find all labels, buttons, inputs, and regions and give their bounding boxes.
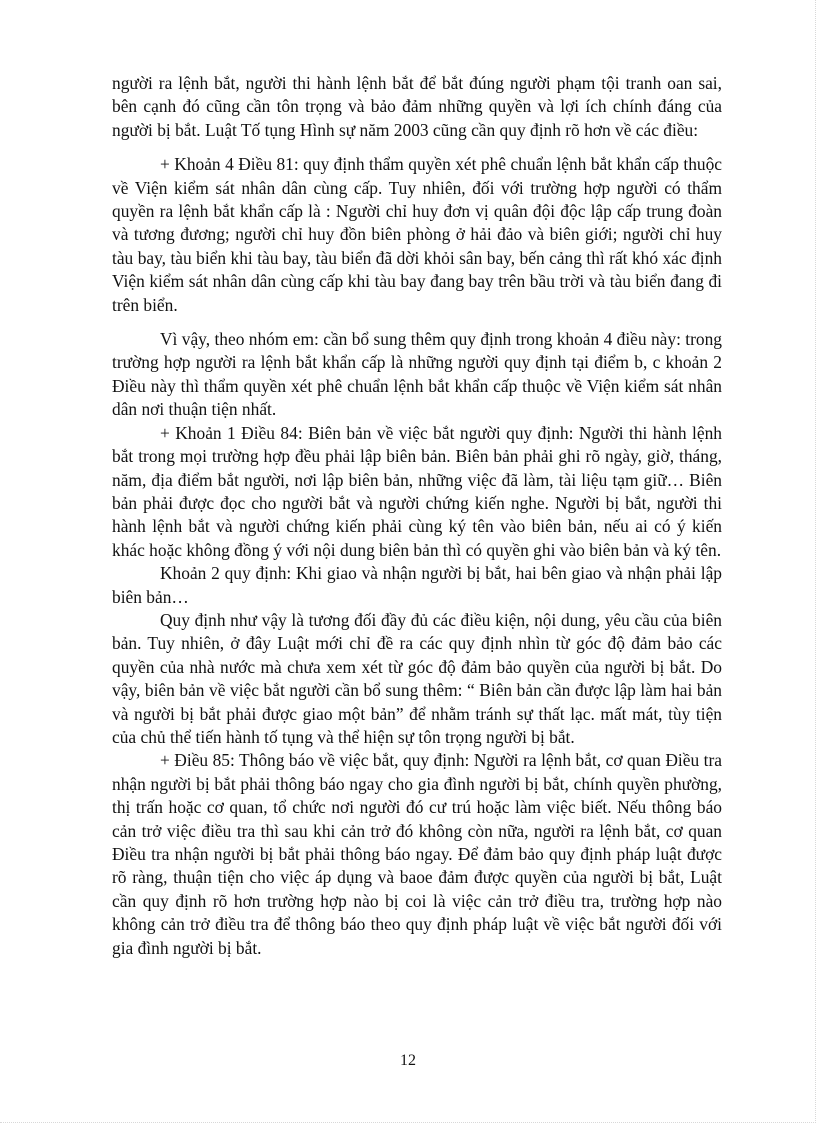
page-number: 12 <box>400 1052 416 1069</box>
paragraph-clause-2: Khoản 2 quy định: Khi giao và nhận người bị bắt, hai bên giao và nhận phải lập biên bản… <box>112 563 722 607</box>
paragraph-intro: người ra lệnh bắt, người thi hành lệnh bắt để bắt đúng người phạm tội tranh oan sai, bên cạnh đó cũng cần tôn trọng và bảo đảm những quyền và lợi ích chính đáng của người bị bắt. Luật Tố tụng Hình sự năm 2003 cũng cần quy định rõ hơn về các điều: <box>112 73 722 140</box>
body-text <box>112 72 722 960</box>
paragraph-analysis-84: Quy định như vậy là tương đối đầy đủ các điều kiện, nội dung, yêu cầu của biên bản. Tuy nhiên, ở đây Luật mới chỉ đề ra các quy định nhìn từ góc độ đảm bảo các quyền của nhà nước mà chưa xem xét từ góc độ đảm bảo quyền của người bị bắt. Do vậy, biên bản về việc bắt người cần bổ sung thêm: “ Biên bản cần được lập làm hai bản và người bị bắt phải được giao một bản” để nhằm tránh sự thất lạc. mất mát, tùy tiện của chủ thể tiến hành tố tụng và thể hiện sự tôn trọng người bị bắt. <box>112 609 722 747</box>
paragraph-article-84: + Khoản 1 Điều 84: Biên bản về việc bắt người quy định: Người thi hành lệnh bắt trong mọi trường hợp đều phải lập biên bản. Biên bản phải ghi rõ ngày, giờ, tháng, năm, địa điểm bắt người, nơi lập biên bản, những việc đã làm, tài liệu tạm giữ… Biên bản phải được đọc cho người bắt và người chứng kiến nghe. Người bị bắt, người thi hành lệnh bắt và người chứng kiến phải cùng ký tên vào biên bản, nếu ai có ý kiến khác hoặc không đồng ý với nội dung biên bản thì có quyền ghi vào biên bản và ký tên. <box>112 422 722 560</box>
paragraph-article-81: + Khoản 4 Điều 81: quy định thẩm quyền xét phê chuẩn lệnh bắt khẩn cấp thuộc về Viện kiểm sát nhân dân cùng cấp. Tuy nhiên, đối với trường hợp người có thẩm quyền ra lệnh bắt khẩn cấp là : Người chỉ huy đơn vị quân đội độc lập cấp trung đoàn và tương đương; người chỉ huy đồn biên phòng ở hải đảo và biên giới; người chỉ huy tàu bay, tàu biển khi tàu bay, tàu biển đã dời khỏi sân bay, bến cảng thì rất khó xác định Viện kiểm sát nhân dân cùng cấp khi tàu bay đang bay trên bầu trời và tàu biển đang đi trên biển. <box>112 154 722 315</box>
paragraph-article-85: + Điều 85: Thông báo về việc bắt, quy định: Người ra lệnh bắt, cơ quan Điều tra nhận người bị bắt phải thông báo ngay cho gia đình người bị bắt, chính quyền phường, thị trấn hoặc cơ quan, tổ chức nơi người đó cư trú hoặc làm việc biết. Nếu thông báo cản trở việc điều tra thì sau khi cản trở đó không còn nữa, người ra lệnh bắt, cơ quan Điều tra nhận người bị bắt phải thông báo ngay. Để đảm bảo quy định pháp luật được rõ ràng, thuận tiện cho việc áp dụng và baoe đảm được quyền của người bị bắt, Luật cần quy định rõ hơn trường hợp nào bị coi là việc cản trở điều tra, trường hợp nào không cản trở điều tra để thông báo theo quy định pháp luật về việc bắt người đối với gia đình người bị bắt. <box>112 750 722 958</box>
paragraph-proposal-81: Vì vậy, theo nhóm em: cần bổ sung thêm quy định trong khoản 4 điều này: trong trường hợp người ra lệnh bắt khẩn cấp là những người quy định tại điểm b, c khoản 2 Điều này thì thẩm quyền xét phê chuẩn lệnh bắt khẩn cấp thuộc về Viện kiểm sát nhân dân nơi thuận tiện nhất. <box>112 329 722 420</box>
